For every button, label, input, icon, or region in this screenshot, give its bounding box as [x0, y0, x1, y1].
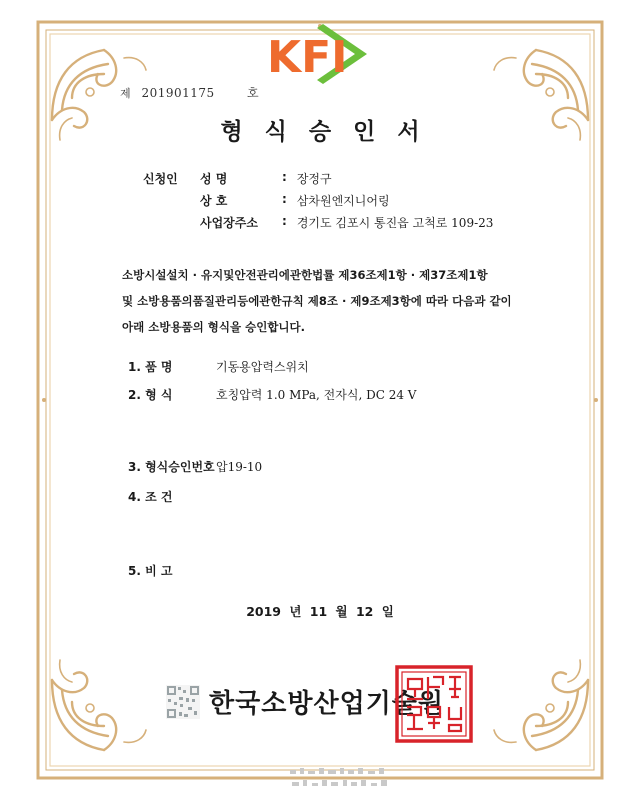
logo-text: KFI: [267, 32, 348, 83]
name-value: 장정구: [296, 172, 332, 186]
paragraph-line-3: 아래 소방용품의 형식을 승인합니다.: [122, 320, 306, 334]
company-label: 상 호: [200, 194, 228, 208]
kfi-logo: [265, 20, 375, 88]
legal-paragraph: [122, 262, 522, 340]
issue-date: 2019 년 11 월 12 일: [246, 604, 394, 619]
address-label: 사업장주소: [200, 216, 258, 230]
address-value: 경기도 김포시 통진읍 고척로 109-23: [296, 216, 494, 230]
paragraph-line-2: 및 소방용품의품질관리등에관한규칙 제8조 · 제9조제3항에 따라 다음과 같이: [122, 294, 512, 308]
applicant-label: 신청인: [143, 172, 178, 186]
certificate-title: 형식승인서: [220, 119, 442, 145]
doc-number-prefix: 제: [120, 87, 132, 100]
item-value: 압19-10: [216, 460, 263, 474]
applicant-company-row: 상 호 : 삼차원엔지니어링: [200, 192, 390, 208]
item-label: 2. 형 식: [128, 388, 173, 402]
official-seal: [395, 665, 473, 743]
applicant-address-row: 사업장주소 : 경기도 김포시 통진읍 고척로 109-23: [200, 214, 494, 230]
document-number: [120, 84, 259, 101]
doc-number-suffix: 호: [247, 86, 260, 100]
item-type: [128, 386, 416, 403]
name-label: 성 명: [200, 172, 228, 186]
item-label: 4. 조 건: [128, 490, 173, 504]
item-value: 기동용압력스위치: [216, 360, 309, 374]
issuer-name: 한국소방산업기술원: [209, 689, 445, 719]
company-value: 삼차원엔지니어링: [296, 194, 390, 208]
item-product-name: [128, 358, 309, 375]
paragraph-line-1: 소방시설설치 · 유지및안전관리에관한법률 제36조제1항 · 제37조제1항: [122, 268, 488, 282]
item-label: 1. 품 명: [128, 360, 173, 374]
verification-pattern: [288, 766, 393, 794]
item-approval-number: [128, 458, 262, 475]
qr-code: [166, 685, 200, 719]
item-label: 5. 비 고: [128, 564, 173, 578]
doc-number-value: 201901175: [141, 86, 215, 100]
item-remarks: [128, 562, 216, 579]
applicant-name-row: 성 명 : 장정구: [200, 170, 332, 186]
item-label: 3. 형식승인번호: [128, 460, 215, 474]
item-value: 호칭압력 1.0 MPa, 전자식, DC 24 V: [216, 388, 417, 402]
item-conditions: [128, 488, 216, 505]
